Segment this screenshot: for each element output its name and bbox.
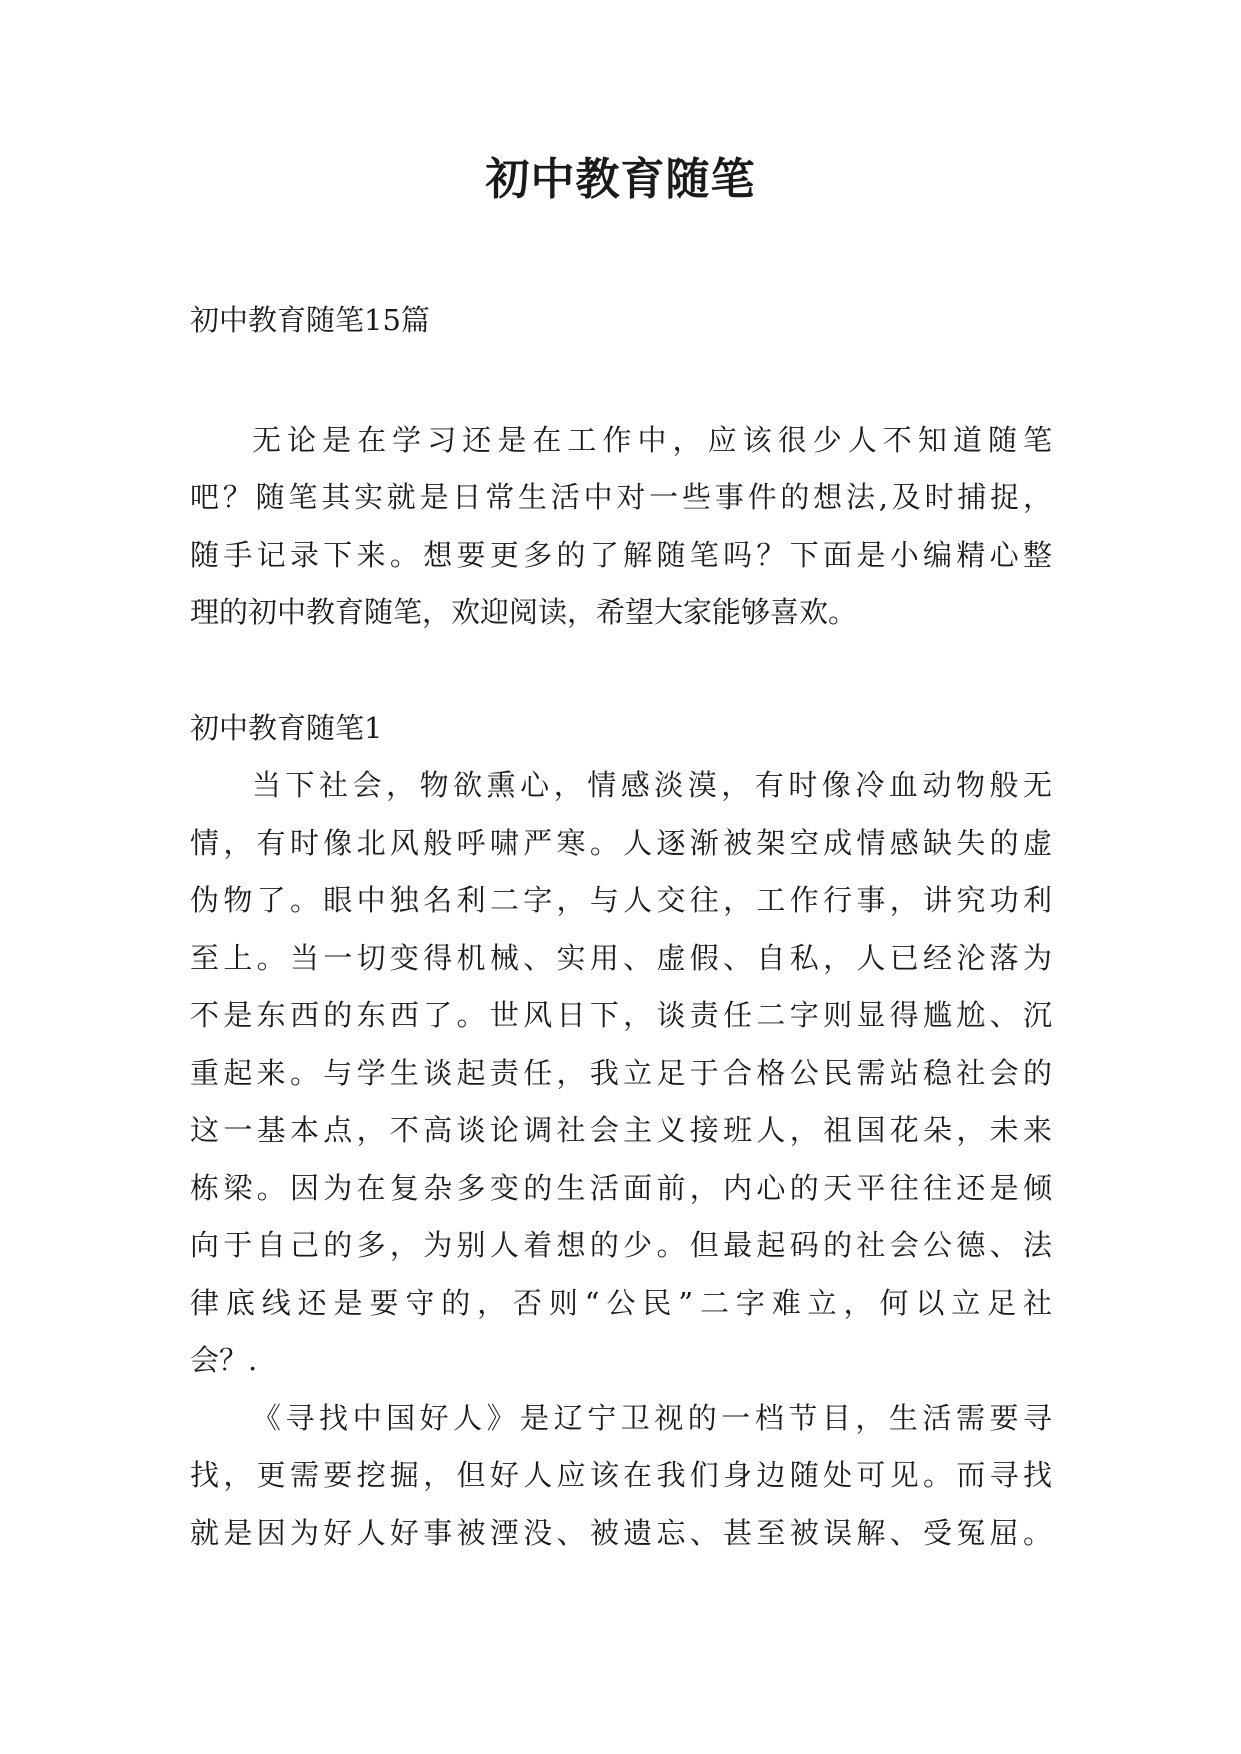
paragraph-line: 栋梁。因为在复杂多变的生活面前，内心的天平往往还是倾 <box>190 1170 1052 1205</box>
paragraph-line: 不是东西的东西了。世风日下，谈责任二字则显得尴尬、沉 <box>190 998 1052 1032</box>
paragraph-line: 找，更需要挖掘，但好人应该在我们身边随处可见。而寻找 <box>190 1458 1052 1492</box>
paragraph-line: 《寻找中国好人》是辽宁卫视的一档节目，生活需要寻 <box>252 1400 1052 1435</box>
spacer <box>190 350 1052 412</box>
intro-line: 无论是在学习还是在工作中，应该很少人不知道随笔 <box>252 422 1052 457</box>
paragraph-line: 伪物了。眼中独名利二字，与人交往，工作行事，讲究功利 <box>190 883 1052 917</box>
spacer <box>190 642 1052 700</box>
paragraph-line: 这一基本点，不高谈论调社会主义接班人，祖国花朵，未来 <box>190 1113 1052 1147</box>
paragraph-line: 律底线还是要守的，否则“公民”二字难立，何以立足社 <box>190 1285 1052 1320</box>
intro-line: 理的初中教育随笔，欢迎阅读，希望大家能够喜欢。 <box>190 595 858 629</box>
paragraph-line: 当下社会，物欲熏心，情感淡漠，有时像冷血动物般无 <box>252 768 1052 802</box>
section-paragraph-2 <box>190 1390 1052 1563</box>
section-paragraph-1 <box>190 757 1052 1390</box>
paragraph-line: 重起来。与学生谈起责任，我立足于合格公民需站稳社会的 <box>190 1055 1052 1090</box>
intro-paragraph <box>190 412 1052 642</box>
intro-line: 随手记录下来。想要更多的了解随笔吗？下面是小编精心整 <box>190 537 1052 572</box>
document-subtitle: 初中教育随笔15篇 <box>190 303 430 337</box>
section-heading: 初中教育随笔1 <box>190 710 383 745</box>
intro-line: 吧？随笔其实就是日常生活中对一些事件的想法,及时捕捉， <box>190 480 1052 514</box>
paragraph-line: 情，有时像北风般呼啸严寒。人逐渐被架空成情感缺失的虚 <box>190 825 1052 860</box>
document-body <box>190 292 1052 1562</box>
paragraph-line: 向于自己的多，为别人着想的少。但最起码的社会公德、法 <box>190 1228 1052 1262</box>
paragraph-line: 至上。当一切变得机械、实用、虚假、自私，人已经沦落为 <box>190 940 1052 975</box>
document-title: 初中教育随笔 <box>485 154 756 205</box>
paragraph-line: 就是因为好人好事被湮没、被遗忘、甚至被误解、受冤屈。 <box>190 1515 1052 1550</box>
paragraph-line: 会？. <box>190 1343 258 1377</box>
